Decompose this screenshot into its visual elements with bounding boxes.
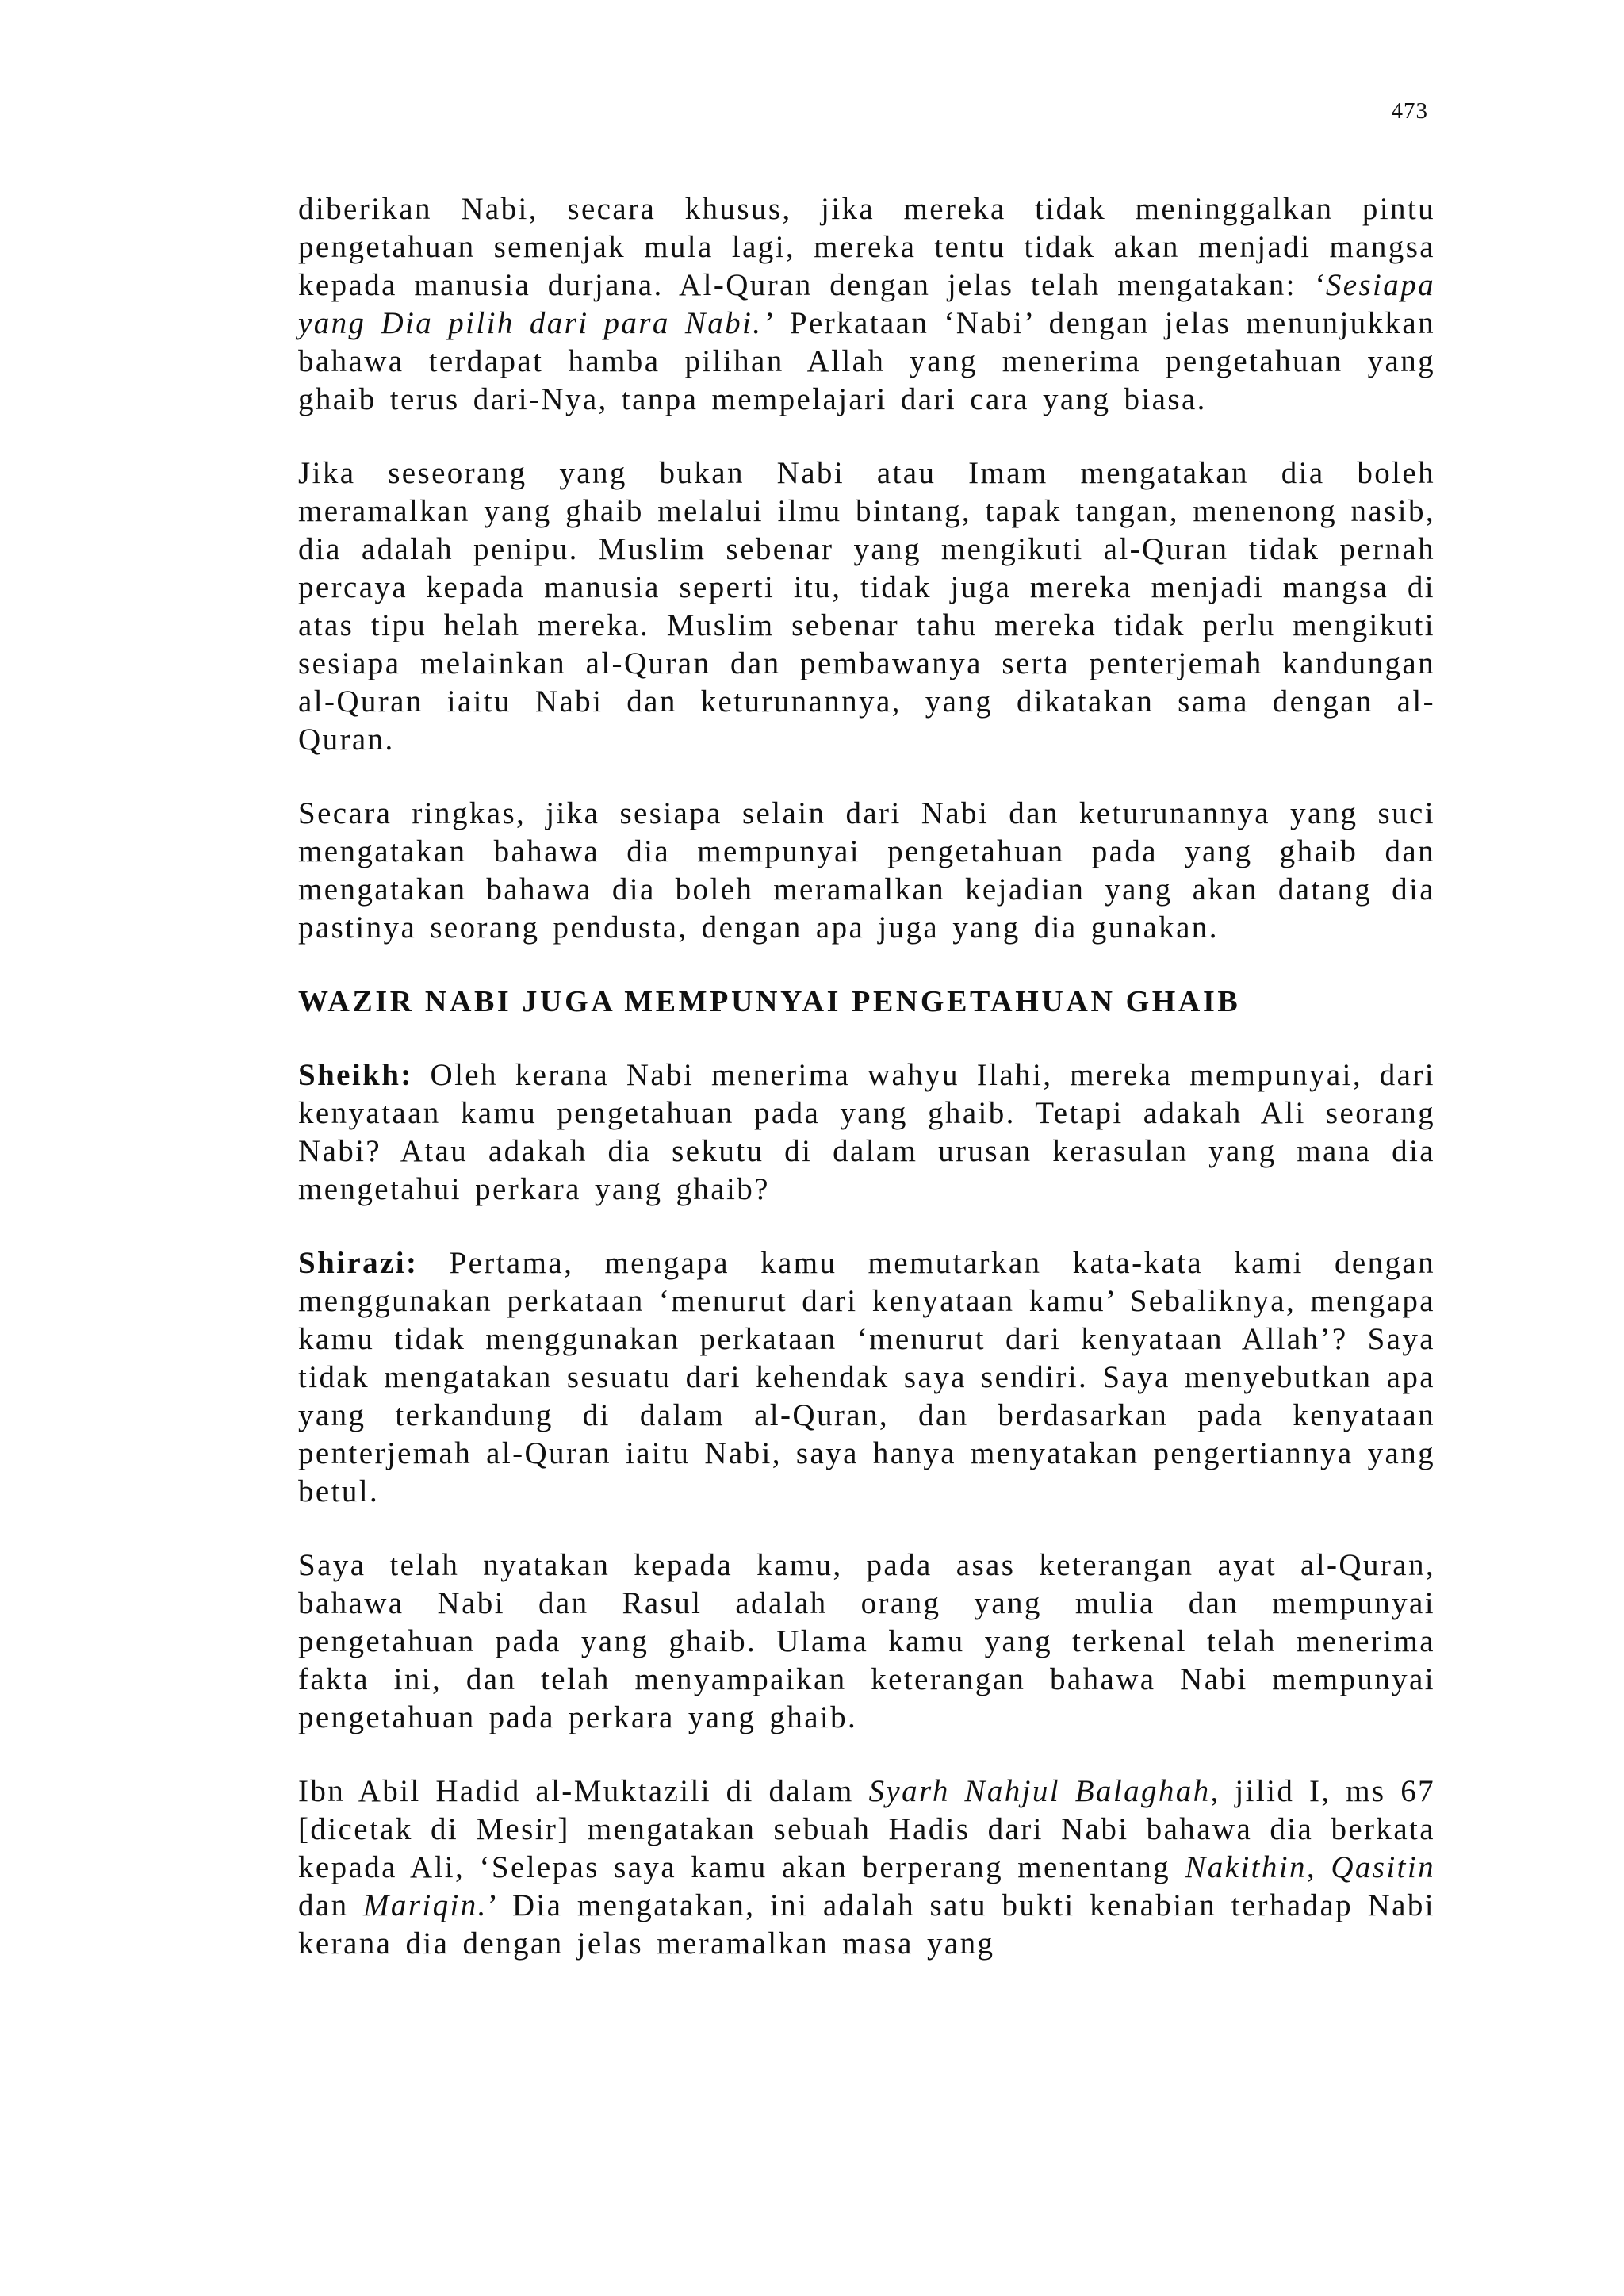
paragraph-shirazi — [298, 1244, 1435, 1511]
group-name-qasitin: Qasitin — [1331, 1850, 1435, 1884]
book-title: Syarh Nahjul Balaghah — [868, 1774, 1211, 1808]
paragraph-3: Secara ringkas, jika sesiapa selain dari Nabi dan keturunannya yang suci mengatakan bahawa dia mempunyai pengetahuan pada yang ghaib dan mengatakan bahawa dia boleh meramalkan kejadian yang akan datang dia pastinya seorang pendusta, dengan apa juga yang dia gunakan. — [298, 796, 1435, 945]
group-name-mariqin: Mariqin. — [363, 1888, 488, 1922]
paragraph-7-text-c: , — [1306, 1850, 1331, 1884]
page-number: 473 — [1391, 98, 1428, 124]
paragraph-6: Saya telah nyatakan kepada kamu, pada asas keterangan ayat al-Quran, bahawa Nabi dan Rasul adalah orang yang mulia dan mempunyai pengetahuan pada yang ghaib. Ulama kamu yang terkenal telah menerima fakta ini, dan telah menyampaikan keterangan bahawa Nabi mempunyai pengetahuan pada perkara yang ghaib. — [298, 1548, 1435, 1734]
quran-quote: ‘Sesiapa yang Dia pilih dari para Nabi.’ — [298, 268, 1435, 340]
group-name-nakithin: Nakithin — [1185, 1850, 1307, 1884]
paragraph-1-text-a: diberikan Nabi, secara khusus, jika mereka tidak meninggalkan pintu pengetahuan semenjak mula lagi, mereka tentu tidak akan menjadi mangsa kepada manusia durjana. Al-Quran dengan jelas telah mengatakan: — [298, 192, 1435, 302]
paragraph-1 — [298, 190, 1435, 419]
paragraph-shirazi-text: Pertama, mengapa kamu memutarkan kata-kata kami dengan menggunakan perkataan ‘menurut dari kenyataan kamu’ Sebaliknya, mengapa kamu tidak menggunakan perkataan ‘menurut dari kenyataan Allah’? Saya tidak mengatakan sesuatu dari kehendak saya sendiri. Saya menyebutkan apa yang terkandung di dalam al-Quran, dan berdasarkan pada kenyataan penterjemah al-Quran iaitu Nabi, saya hanya menyatakan pengertiannya yang betul. — [298, 1246, 1435, 1508]
page-body — [298, 190, 1435, 1963]
paragraph-1-text-b: Perkataan ‘Nabi’ dengan jelas menunjukkan bahawa terdapat hamba pilihan Allah yang menerima pengetahuan yang ghaib terus dari-Nya, tanpa mempelajari dari cara yang biasa. — [298, 306, 1435, 416]
speaker-sheikh: Sheikh: — [298, 1058, 413, 1092]
paragraph-7-text-a: Ibn Abil Hadid al-Muktazili di dalam — [298, 1774, 869, 1808]
paragraph-sheikh — [298, 1056, 1435, 1209]
speaker-shirazi: Shirazi: — [298, 1246, 419, 1280]
paragraph-2: Jika seseorang yang bukan Nabi atau Imam mengatakan dia boleh meramalkan yang ghaib melalui ilmu bintang, tapak tangan, menenong nasib, dia adalah penipu. Muslim sebenar yang mengikuti al-Quran tidak pernah percaya kepada manusia seperti itu, tidak juga mereka menjadi mangsa di atas tipu helah mereka. Muslim sebenar tahu mereka tidak perlu mengikuti sesiapa melainkan al-Quran dan pembawanya serta penterjemah kandungan al-Quran iaitu Nabi dan keturunannya, yang dikatakan sama dengan al-Quran. — [298, 456, 1435, 757]
section-heading: WAZIR NABI JUGA MEMPUNYAI PENGETAHUAN GHAIB — [298, 985, 1241, 1018]
paragraph-7-text-d: dan — [298, 1888, 364, 1922]
paragraph-sheikh-text: Oleh kerana Nabi menerima wahyu Ilahi, mereka mempunyai, dari kenyataan kamu pengetahuan pada yang ghaib. Tetapi adakah Ali seorang Nabi? Atau adakah dia sekutu di dalam urusan kerasulan yang mana dia mengetahui perkara yang ghaib? — [298, 1058, 1435, 1206]
paragraph-7-text-b: , jilid I, ms 67 [dicetak di Mesir] mengatakan sebuah Hadis dari Nabi bahawa dia berkata kepada Ali, ‘Selepas saya kamu akan berperang menentang — [298, 1774, 1435, 1884]
paragraph-7-text-e: ’ Dia mengatakan, ini adalah satu bukti kenabian terhadap Nabi kerana dia dengan jelas meramalkan masa yang — [298, 1888, 1435, 1961]
paragraph-7 — [298, 1773, 1435, 1963]
